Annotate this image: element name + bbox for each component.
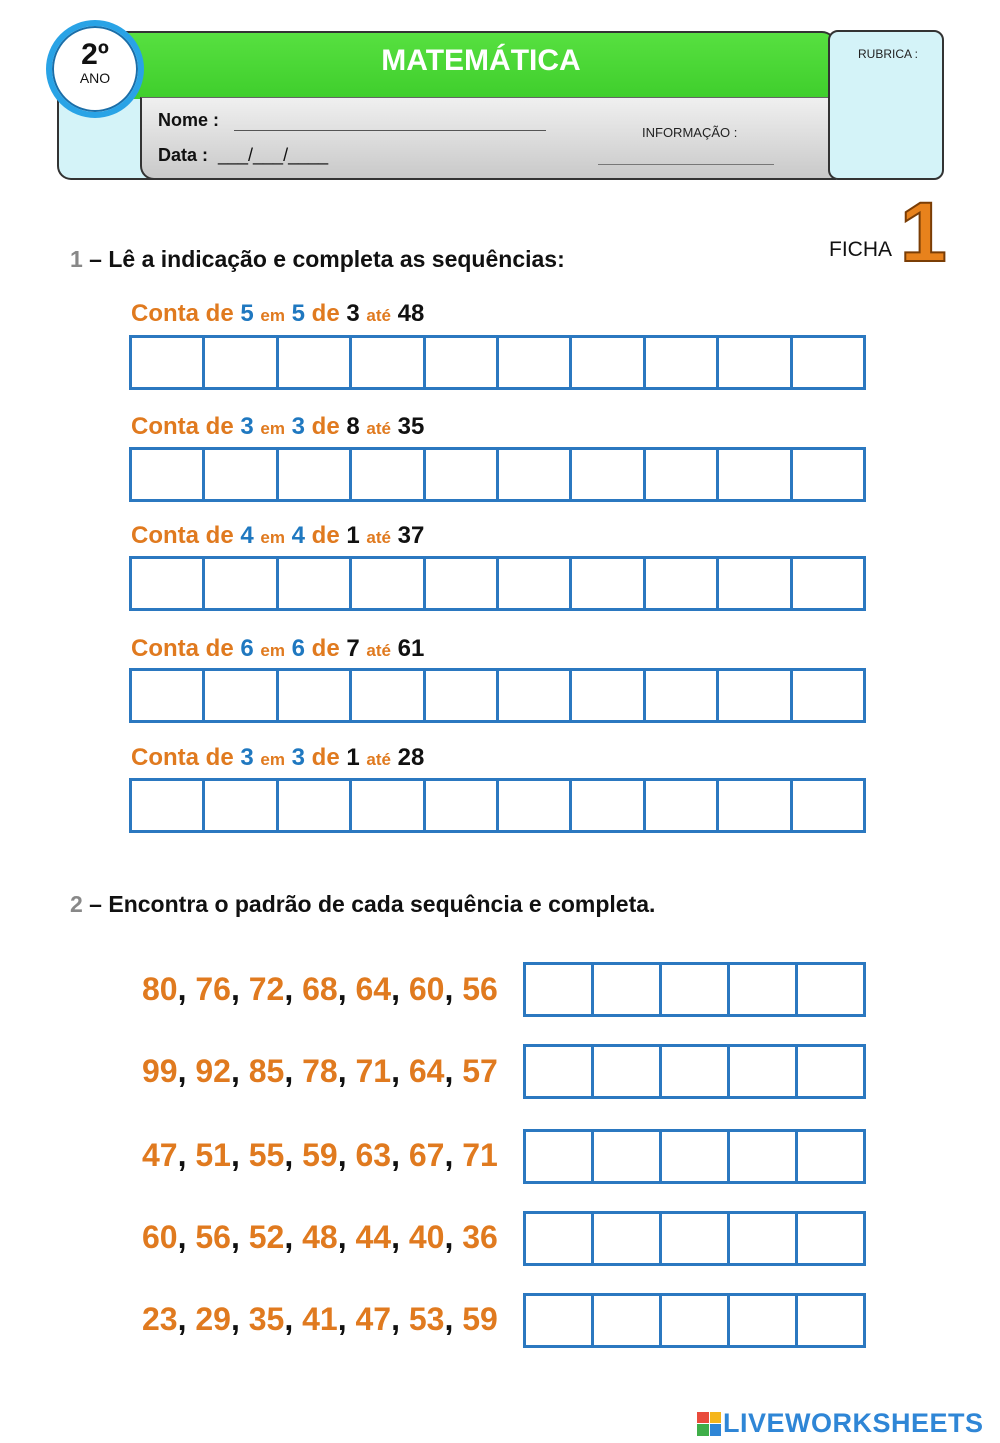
sequence-number: 76 <box>195 971 231 1007</box>
step-value: 4 <box>240 522 254 549</box>
answer-box[interactable] <box>349 668 425 723</box>
info-label: INFORMAÇÃO : <box>642 125 738 140</box>
answer-box[interactable] <box>727 962 798 1017</box>
answer-box[interactable] <box>659 1044 730 1099</box>
end-value: 48 <box>397 300 425 327</box>
rubrica-label: RUBRICA : <box>858 47 919 61</box>
word-ate: até <box>366 750 391 769</box>
question-2-dash: – <box>82 891 109 917</box>
answer-box[interactable] <box>591 962 662 1017</box>
answer-box[interactable] <box>276 335 352 390</box>
sequence-separator: , <box>230 1053 240 1089</box>
word-conta-de: Conta de <box>131 744 234 771</box>
answer-row <box>129 778 866 833</box>
answer-box[interactable] <box>569 335 645 390</box>
word-conta-de: Conta de <box>131 635 234 662</box>
answer-box[interactable] <box>423 778 499 833</box>
start-value: 8 <box>346 413 360 440</box>
sequence-number: 41 <box>302 1301 338 1337</box>
word-de: de <box>311 635 340 662</box>
sequence-number: 52 <box>248 1219 285 1255</box>
sequence-number: 60 <box>408 971 445 1007</box>
word-conta-de: Conta de <box>131 300 234 327</box>
answer-row <box>523 1044 866 1099</box>
answer-row <box>523 1293 866 1348</box>
sequence-separator: , <box>284 1137 294 1173</box>
name-label: Nome : <box>158 110 220 130</box>
sequence-separator: , <box>177 1301 187 1337</box>
sequence-number: 47 <box>142 1137 178 1173</box>
end-value: 61 <box>397 635 425 662</box>
sequence-number: 29 <box>195 1301 231 1337</box>
sequence-number: 78 <box>302 1053 338 1089</box>
word-em: em <box>260 528 285 547</box>
answer-box[interactable] <box>349 778 425 833</box>
sequence-number: 85 <box>248 1053 285 1089</box>
sequence-separator: , <box>177 1053 187 1089</box>
sequence-separator: , <box>337 971 347 1007</box>
answer-box[interactable] <box>716 335 792 390</box>
answer-box[interactable] <box>643 447 719 502</box>
step-value: 5 <box>291 300 305 327</box>
sequence-number: 35 <box>248 1301 285 1337</box>
step-value: 6 <box>291 635 305 662</box>
answer-box[interactable] <box>569 778 645 833</box>
sequence-separator: , <box>391 971 400 1007</box>
number-sequence <box>142 1219 498 1256</box>
answer-box[interactable] <box>643 335 719 390</box>
answer-box[interactable] <box>643 556 719 611</box>
word-ate: até <box>366 641 391 660</box>
answer-row <box>129 668 866 723</box>
answer-box[interactable] <box>496 668 572 723</box>
answer-box[interactable] <box>795 1211 866 1266</box>
answer-box[interactable] <box>795 1129 866 1184</box>
answer-box[interactable] <box>523 962 594 1017</box>
word-conta-de: Conta de <box>131 522 234 549</box>
sequence-instruction <box>131 744 424 772</box>
answer-box[interactable] <box>349 447 425 502</box>
number-sequence <box>142 971 498 1008</box>
answer-box[interactable] <box>496 778 572 833</box>
step-value: 3 <box>240 413 254 440</box>
sequence-number: 48 <box>302 1219 338 1255</box>
answer-box[interactable] <box>727 1293 798 1348</box>
answer-box[interactable] <box>716 668 792 723</box>
sequence-separator: , <box>177 1137 187 1173</box>
sequence-separator: , <box>444 1301 454 1337</box>
step-value: 3 <box>291 413 305 440</box>
sequence-separator: , <box>284 1301 294 1337</box>
answer-box[interactable] <box>790 447 866 502</box>
answer-box[interactable] <box>276 778 352 833</box>
answer-box[interactable] <box>496 447 572 502</box>
sequence-number: 59 <box>302 1137 338 1173</box>
start-value: 3 <box>346 300 360 327</box>
sequence-number: 55 <box>248 1137 285 1173</box>
answer-box[interactable] <box>591 1211 662 1266</box>
number-sequence <box>142 1053 498 1090</box>
sequence-number: 99 <box>142 1053 178 1089</box>
step-value: 5 <box>240 300 254 327</box>
answer-box[interactable] <box>496 335 572 390</box>
answer-box[interactable] <box>129 335 205 390</box>
answer-box[interactable] <box>129 668 205 723</box>
answer-box[interactable] <box>423 668 499 723</box>
sequence-number: 63 <box>355 1137 392 1173</box>
logo-text: LIVEWORKSHEETS <box>723 1408 984 1438</box>
answer-box[interactable] <box>129 556 205 611</box>
sequence-number: 60 <box>142 1219 178 1255</box>
question-2-number: 2 <box>70 891 83 917</box>
answer-box[interactable] <box>790 335 866 390</box>
sequence-separator: , <box>230 1301 240 1337</box>
answer-box[interactable] <box>202 447 278 502</box>
answer-box[interactable] <box>523 1211 594 1266</box>
sequence-number: 36 <box>462 1219 498 1255</box>
sequence-instruction <box>131 300 424 328</box>
number-sequence <box>142 1301 498 1338</box>
answer-box[interactable] <box>790 778 866 833</box>
word-em: em <box>260 641 285 660</box>
answer-box[interactable] <box>727 1044 798 1099</box>
question-2-title <box>70 891 655 918</box>
sequence-number: 72 <box>248 971 285 1007</box>
sequence-separator: , <box>284 1053 294 1089</box>
sequence-separator: , <box>230 1219 240 1255</box>
answer-box[interactable] <box>276 447 352 502</box>
answer-box[interactable] <box>727 1129 798 1184</box>
answer-box[interactable] <box>202 556 278 611</box>
answer-box[interactable] <box>795 962 866 1017</box>
step-value: 6 <box>240 635 254 662</box>
word-ate: até <box>366 419 391 438</box>
answer-box[interactable] <box>349 335 425 390</box>
sequence-separator: , <box>337 1137 347 1173</box>
sequence-number: 71 <box>462 1137 498 1173</box>
sequence-number: 53 <box>408 1301 445 1337</box>
answer-box[interactable] <box>129 778 205 833</box>
answer-box[interactable] <box>643 778 719 833</box>
page-title: MATEMÁTICA <box>381 44 581 77</box>
sequence-separator: , <box>444 971 454 1007</box>
answer-box[interactable] <box>202 668 278 723</box>
answer-box[interactable] <box>569 668 645 723</box>
sequence-instruction <box>131 413 424 441</box>
sequence-number: 67 <box>408 1137 445 1173</box>
word-em: em <box>260 419 285 438</box>
answer-box[interactable] <box>349 556 425 611</box>
date-field[interactable]: ___/___/____ <box>218 145 329 165</box>
year-number: 2º <box>81 38 109 71</box>
sequence-separator: , <box>177 1219 187 1255</box>
sequence-separator: , <box>337 1301 347 1337</box>
end-value: 37 <box>397 522 425 549</box>
answer-box[interactable] <box>129 447 205 502</box>
answer-box[interactable] <box>659 1293 730 1348</box>
sequence-separator: , <box>337 1053 347 1089</box>
year-label: ANO <box>79 70 111 86</box>
date-label: Data : <box>158 145 209 165</box>
sequence-number: 44 <box>355 1219 392 1255</box>
question-2-text: Encontra o padrão de cada sequência e completa. <box>108 891 656 917</box>
answer-row <box>523 1129 866 1184</box>
sequence-number: 64 <box>355 971 392 1007</box>
word-de: de <box>311 300 340 327</box>
answer-box[interactable] <box>423 447 499 502</box>
answer-box[interactable] <box>202 778 278 833</box>
answer-box[interactable] <box>716 778 792 833</box>
end-value: 28 <box>397 744 425 771</box>
sequence-number: 71 <box>355 1053 392 1089</box>
answer-box[interactable] <box>523 1293 594 1348</box>
answer-box[interactable] <box>523 1129 594 1184</box>
answer-box[interactable] <box>659 962 730 1017</box>
name-field[interactable] <box>234 130 546 131</box>
answer-box[interactable] <box>659 1129 730 1184</box>
answer-box[interactable] <box>795 1044 866 1099</box>
word-conta-de: Conta de <box>131 413 234 440</box>
word-em: em <box>260 306 285 325</box>
liveworksheets-logo <box>697 1408 984 1439</box>
sequence-number: 51 <box>195 1137 231 1173</box>
sequence-separator: , <box>284 1219 294 1255</box>
sequence-number: 57 <box>462 1053 498 1089</box>
start-value: 1 <box>346 522 360 549</box>
answer-box[interactable] <box>569 556 645 611</box>
sequence-separator: , <box>230 971 240 1007</box>
step-value: 3 <box>291 744 305 771</box>
answer-row <box>523 1211 866 1266</box>
question-1-title <box>70 246 565 273</box>
answer-box[interactable] <box>790 556 866 611</box>
answer-row <box>129 447 866 502</box>
sequence-number: 64 <box>408 1053 445 1089</box>
step-value: 3 <box>240 744 254 771</box>
sequence-number: 47 <box>355 1301 392 1337</box>
sequence-separator: , <box>391 1219 400 1255</box>
answer-box[interactable] <box>276 668 352 723</box>
word-ate: até <box>366 528 391 547</box>
sequence-separator: , <box>177 971 187 1007</box>
sequence-separator: , <box>444 1053 454 1089</box>
word-de: de <box>311 413 340 440</box>
sequence-separator: , <box>337 1219 347 1255</box>
answer-box[interactable] <box>790 668 866 723</box>
ficha-label: FICHA <box>829 238 892 261</box>
answer-box[interactable] <box>591 1044 662 1099</box>
answer-box[interactable] <box>423 556 499 611</box>
answer-box[interactable] <box>643 668 719 723</box>
start-value: 1 <box>346 744 360 771</box>
sequence-number: 56 <box>195 1219 231 1255</box>
sequence-number: 23 <box>142 1301 178 1337</box>
sequence-separator: , <box>444 1219 454 1255</box>
word-ate: até <box>366 306 391 325</box>
sequence-separator: , <box>391 1137 400 1173</box>
word-em: em <box>260 750 285 769</box>
ficha-number: 1 <box>900 185 947 279</box>
sequence-separator: , <box>391 1053 400 1089</box>
answer-box[interactable] <box>591 1129 662 1184</box>
question-1-dash: – <box>82 246 109 272</box>
answer-box[interactable] <box>202 335 278 390</box>
question-1-number: 1 <box>70 246 83 272</box>
word-de: de <box>311 522 340 549</box>
sequence-number: 40 <box>408 1219 445 1255</box>
sequence-number: 68 <box>302 971 338 1007</box>
word-de: de <box>311 744 340 771</box>
end-value: 35 <box>397 413 425 440</box>
sequence-separator: , <box>284 971 294 1007</box>
sequence-separator: , <box>444 1137 454 1173</box>
answer-row <box>129 335 866 390</box>
sequence-instruction <box>131 522 424 550</box>
answer-box[interactable] <box>716 447 792 502</box>
answer-box[interactable] <box>727 1211 798 1266</box>
sequence-separator: , <box>230 1137 240 1173</box>
answer-box[interactable] <box>591 1293 662 1348</box>
answer-box[interactable] <box>276 556 352 611</box>
sequence-number: 92 <box>195 1053 231 1089</box>
answer-box[interactable] <box>496 556 572 611</box>
question-1-text: Lê a indicação e completa as sequências: <box>108 246 565 272</box>
sequence-instruction <box>131 635 424 663</box>
answer-box[interactable] <box>795 1293 866 1348</box>
sequence-number: 80 <box>142 971 178 1007</box>
answer-box[interactable] <box>523 1044 594 1099</box>
answer-box[interactable] <box>569 447 645 502</box>
sequence-number: 59 <box>462 1301 498 1337</box>
answer-box[interactable] <box>423 335 499 390</box>
start-value: 7 <box>346 635 360 662</box>
step-value: 4 <box>291 522 305 549</box>
answer-row <box>523 962 866 1017</box>
liveworksheets-icon <box>697 1412 721 1436</box>
number-sequence <box>142 1137 498 1174</box>
sequence-separator: , <box>391 1301 400 1337</box>
answer-box[interactable] <box>716 556 792 611</box>
info-field[interactable] <box>598 164 774 165</box>
answer-box[interactable] <box>659 1211 730 1266</box>
answer-row <box>129 556 866 611</box>
sequence-number: 56 <box>462 971 498 1007</box>
